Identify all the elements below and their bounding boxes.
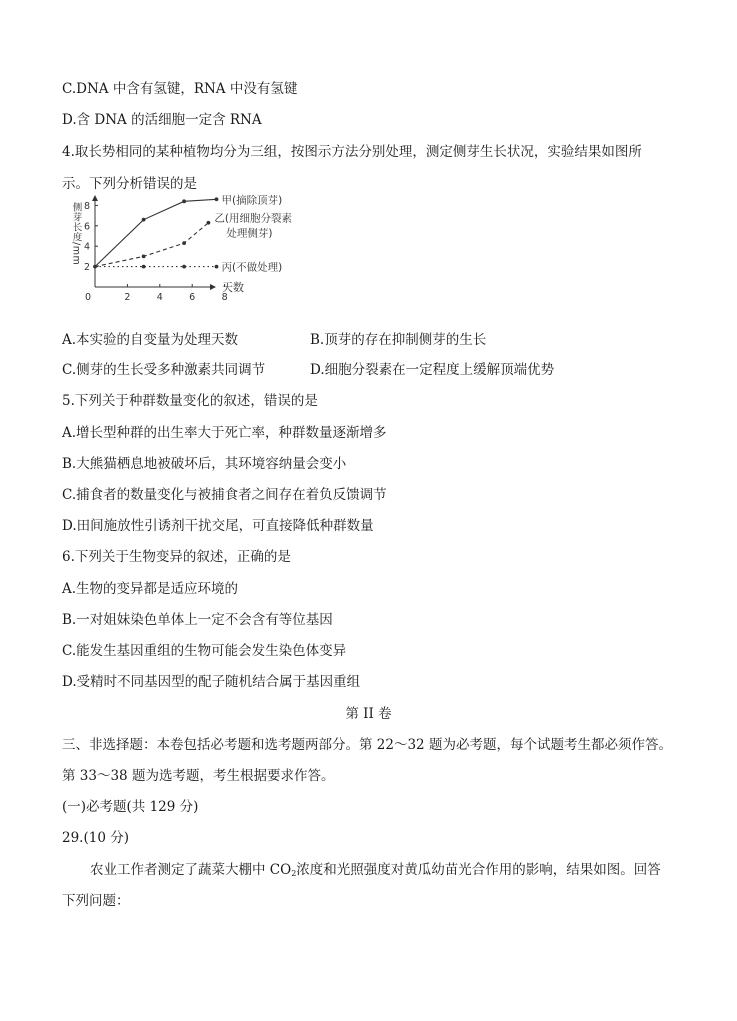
question-6-option-d: D.受精时不同基因型的配子随机结合属于基因重组 [62, 674, 361, 690]
data-point [142, 255, 146, 259]
required-questions-heading: (一)必考题(共 129 分) [62, 799, 199, 815]
question-6-stem: 6.下列关于生物变异的叙述，正确的是 [62, 549, 291, 565]
question-5-stem: 5.下列关于种群数量变化的叙述，错误的是 [62, 393, 318, 409]
question-4-stem-line2: 示。下列分析错误的是 [62, 176, 197, 192]
series-bing-label: 丙(不做处理) [221, 261, 283, 274]
series-jia-label: 甲(摘除顶芽) [221, 194, 283, 207]
question-4-stem-line1: 4.取长势相同的某种植物均分为三组，按图示方法分别处理，测定侧芽生长状况，实验结果如图所 [62, 144, 642, 160]
y-tick-label: 6 [83, 221, 90, 233]
data-point [182, 241, 186, 245]
question-29-heading: 29.(10 分) [62, 830, 129, 846]
x-axis-arrow [210, 284, 216, 290]
y-tick-label: 2 [83, 262, 90, 274]
series-yi-label-line2: 处理侧芽) [226, 227, 273, 240]
data-point [142, 265, 146, 269]
option-c-dna-rna: C.DNA 中含有氢键，RNA 中没有氢键 [62, 81, 298, 97]
option-d-dna-rna: D.含 DNA 的活细胞一定含 RNA [62, 112, 262, 128]
section-3-intro-line2: 第 33～38 题为选考题，考生根据要求作答。 [62, 768, 335, 784]
question-6-option-b: B.一对姐妹染色单体上一定不会含有等位基因 [62, 612, 333, 628]
x-tick-label: 8 [221, 292, 228, 303]
question-29-stem-line1: 农业工作者测定了蔬菜大棚中 $CO_2$浓度和光照强度对黄瓜幼苗光合作用的影响，结果如图。回答 [90, 862, 661, 878]
data-point [207, 221, 211, 225]
x-tick-label: 6 [189, 292, 196, 303]
series-yi-line [95, 223, 208, 267]
chart-axes [92, 195, 225, 290]
question-4-option-b: B.顶芽的存在抑制侧芽的生长 [310, 332, 487, 348]
x-axis-label: 天数 [222, 281, 244, 294]
data-point [215, 265, 219, 269]
series-jia-line [95, 199, 217, 266]
x-tick-label: 4 [156, 292, 163, 303]
section-title: 第 II 卷 [345, 706, 392, 722]
lateral-bud-growth-chart [62, 192, 293, 318]
data-point [93, 265, 97, 269]
data-point [142, 218, 146, 222]
question-4-option-d: D.细胞分裂素在一定程度上缓解顶端优势 [310, 362, 555, 378]
data-point [182, 265, 186, 269]
question-6-option-c: C.能发生基因重组的生物可能会发生染色体变异 [62, 643, 347, 659]
question-4-option-c: C.侧芽的生长受多种激素共同调节 [62, 362, 266, 378]
question-5-option-b: B.大熊猫栖息地被破坏后，其环境容纳量会变小 [62, 456, 347, 472]
data-point [182, 199, 186, 203]
question-6-option-a: A.生物的变异都是适应环境的 [62, 581, 239, 597]
question-5-option-a: A.增长型种群的出生率大于死亡率，种群数量逐渐增多 [62, 425, 387, 441]
question-5-option-c: C.捕食者的数量变化与被捕食者之间存在着负反馈调节 [62, 487, 387, 503]
chart-series [93, 197, 218, 268]
section-3-intro-line1: 三、非选择题：本卷包括必考题和选考题两部分。第 22～32 题为必考题，每个试题考生都必须作答。 [62, 737, 672, 753]
x-tick-label: 2 [124, 292, 131, 303]
question-4-option-a: A.本实验的自变量为处理天数 [62, 332, 239, 348]
origin-label: 0 [84, 292, 91, 303]
series-yi-label-line1: 乙(用细胞分裂素 [214, 212, 293, 225]
data-point [215, 197, 219, 201]
y-tick-label: 4 [83, 241, 90, 253]
y-axis-label: 侧芽长度/mm [70, 202, 82, 266]
y-tick-label: 8 [83, 200, 90, 212]
question-29-stem-line2: 下列问题： [62, 893, 130, 909]
y-axis-arrow [92, 195, 98, 201]
question-5-option-d: D.田间施放性引诱剂干扰交尾，可直接降低种群数量 [62, 518, 374, 534]
